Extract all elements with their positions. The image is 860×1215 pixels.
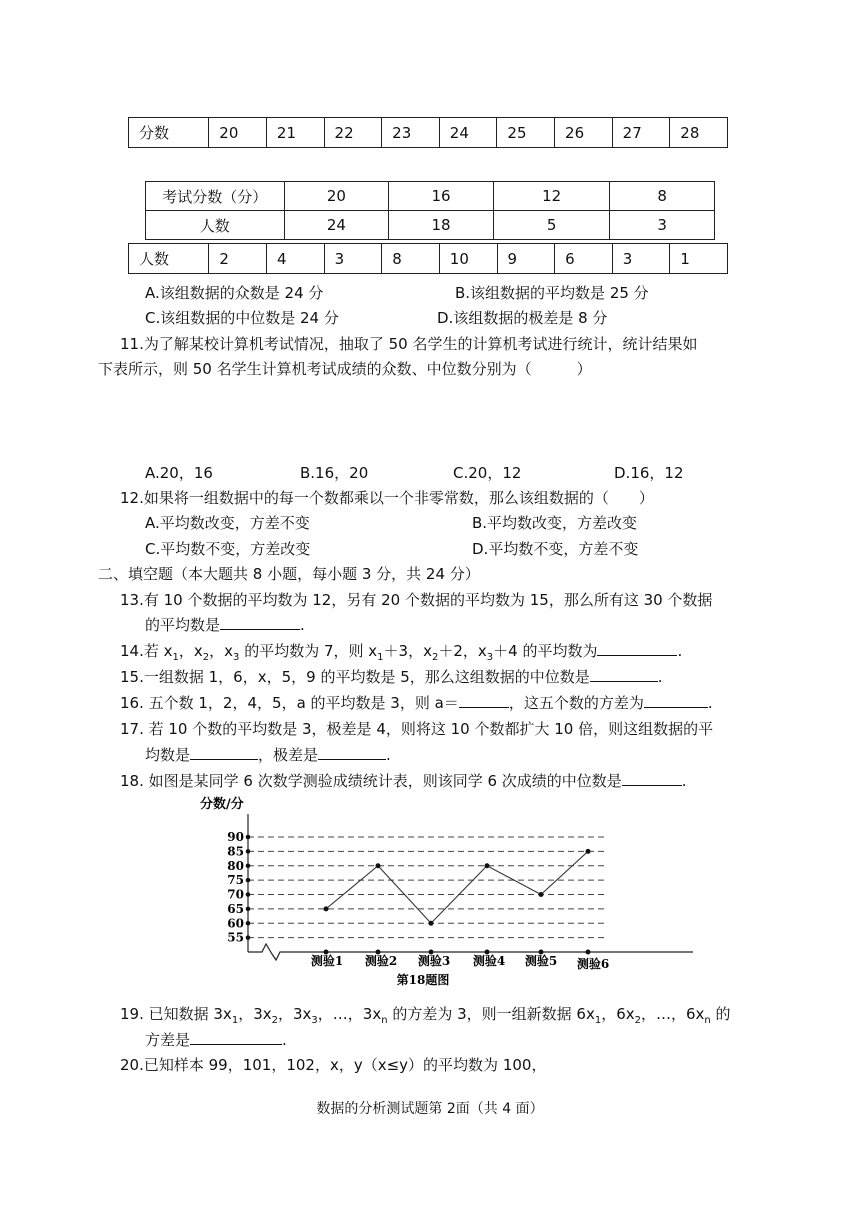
option-b: B.16，20	[300, 464, 369, 482]
question-15: 15.一组数据 1，6，x，5，9 的平均数是 5，那么这组数据的中位数是 .	[120, 668, 663, 686]
option-c: C.平均数不变，方差改变	[145, 540, 311, 558]
chart-grid	[248, 837, 608, 938]
x-tick-label: 测验2	[364, 954, 398, 968]
chart-caption: 第18题图	[396, 973, 450, 987]
y-tick-label: 70	[227, 887, 244, 902]
x-tick-label: 测验3	[417, 954, 451, 968]
question-17-line2: 均数是 ，极差是 .	[145, 746, 391, 764]
y-tick-label: 90	[227, 830, 244, 844]
question-14: 14.若 $x_1$，$x_2$，$x_3$ 的平均数为 7，则 $x_1+3$，$x_2+2$，$x_3+4$ 的平均数为 .	[120, 642, 683, 663]
x-tick-labels	[311, 950, 609, 972]
answer-blank[interactable]	[622, 770, 682, 786]
y-tick-dot	[246, 835, 251, 840]
question-text: 18. 如图是某同学 6 次数学测验成绩统计表，则该同学 6 次成绩的中位数是	[120, 772, 622, 790]
table-cell: 3	[610, 211, 715, 240]
question-text: ，这五个数的方差为	[508, 694, 644, 712]
y-tick-dot	[246, 863, 251, 868]
option-c: C.该组数据的中位数是 24 分	[145, 309, 339, 327]
table-row	[129, 244, 728, 274]
table-cell: 1	[670, 244, 728, 274]
y-tick-label: 55	[227, 930, 244, 945]
option-b: B.该组数据的平均数是 25 分	[455, 284, 649, 302]
x-tick-label: 测验5	[524, 954, 558, 968]
data-point	[586, 849, 591, 854]
y-tick-label: 85	[227, 844, 244, 859]
question-12: 12.如果将一组数据中的每一个数都乘以一个非零常数，那么该组数据的（ ）	[120, 489, 654, 507]
question-text: 方差是	[145, 1031, 191, 1049]
table-cell: 12	[493, 182, 610, 211]
table-cell: 21	[266, 118, 324, 148]
y-tick-dot	[246, 878, 251, 883]
option-d: D.16，12	[614, 464, 684, 482]
table-cell: 4	[267, 244, 325, 274]
table-cell: 27	[612, 118, 670, 148]
question-text: 均数是	[145, 746, 191, 764]
score-table-row1	[128, 117, 728, 148]
answer-blank[interactable]	[459, 692, 509, 708]
table-row	[146, 211, 715, 240]
question-text: 14.若 x	[120, 642, 173, 660]
option-c: C.20，12	[453, 464, 522, 482]
y-tick-dot	[246, 892, 251, 897]
y-tick-label: 60	[227, 916, 244, 931]
question-text: 16. 五个数 1，2，4，5，a 的平均数是 3，则 a＝	[120, 694, 459, 712]
answer-blank[interactable]	[590, 666, 658, 682]
y-tick-dot	[246, 935, 251, 940]
option-b: B.平均数改变，方差改变	[472, 514, 638, 532]
answer-blank[interactable]	[190, 744, 258, 760]
table-cell: 2	[209, 244, 267, 274]
data-point	[539, 892, 544, 897]
y-tick-label: 65	[227, 901, 244, 916]
table-cell: 人数	[129, 244, 209, 274]
question-18: 18. 如图是某同学 6 次数学测验成绩统计表，则该同学 6 次成绩的中位数是 .	[120, 772, 687, 790]
y-tick-dot	[246, 921, 251, 926]
answer-blank[interactable]	[220, 614, 300, 630]
option-a: A.该组数据的众数是 24 分	[145, 284, 324, 302]
question-20: 20.已知样本 99，101，102，x，y（x≤y）的平均数为 100，	[120, 1056, 547, 1074]
table-cell: 6	[555, 244, 613, 274]
page-footer: 数据的分析测试题第 2面（共 4 面）	[316, 1101, 544, 1117]
table-cell: 8	[610, 182, 715, 211]
table-cell: 3	[612, 244, 670, 274]
data-point	[324, 906, 329, 911]
question-text: ，极差是	[258, 746, 319, 764]
x-tick-label: 测验1	[310, 954, 344, 968]
question-19-line1: 19. 已知数据 $3x_1$，$3x_2$，$3x_3$，…，$3x_n$ 的方差为 3，则一组新数据 $6x_1$，$6x_2$，…，$6x_n$ 的	[120, 1005, 731, 1026]
table-cell: 考试分数（分）	[146, 182, 285, 211]
table-cell: 分数	[129, 118, 209, 148]
y-tick-label: 80	[227, 858, 244, 873]
table-cell: 8	[382, 244, 440, 274]
score-table-row2	[128, 243, 728, 274]
table-cell: 20	[284, 182, 389, 211]
question-13-line1: 13.有 10 个数据的平均数为 12，另有 20 个数据的平均数为 15，那么所有这 30 个数据	[120, 591, 713, 609]
table-cell: 10	[439, 244, 497, 274]
table-cell: 18	[389, 211, 494, 240]
table-cell: 25	[497, 118, 555, 148]
question-17-line1: 17. 若 10 个数的平均数是 3，极差是 4，则将这 10 个数都扩大 10 倍，则这组数据的平	[120, 720, 714, 738]
table-cell: 28	[670, 118, 728, 148]
chart-series	[324, 849, 591, 926]
answer-blank[interactable]	[318, 744, 386, 760]
section-heading: 二、填空题（本大题共 8 小题，每小题 3 分，共 24 分）	[98, 565, 480, 583]
table-cell: 24	[284, 211, 389, 240]
question-16: 16. 五个数 1，2，4，5，a 的平均数是 3，则 a＝ ，这五个数的方差为 .	[120, 694, 713, 712]
y-tick-dot	[246, 849, 251, 854]
data-point	[376, 863, 381, 868]
question-11-line1: 11.为了解某校计算机考试情况，抽取了 50 名学生的计算机考试进行统计，统计结果如	[120, 335, 698, 353]
answer-blank[interactable]	[644, 692, 708, 708]
x-tick-dot	[586, 950, 591, 955]
question-19-line2: 方差是 .	[145, 1031, 287, 1049]
series-line	[326, 851, 588, 923]
table-cell: 22	[324, 118, 382, 148]
answer-blank[interactable]	[597, 640, 677, 656]
option-d: D.该组数据的极差是 8 分	[437, 309, 608, 327]
table-cell: 人数	[146, 211, 285, 240]
table-cell: 24	[439, 118, 497, 148]
y-tick-dot	[246, 907, 251, 912]
question-text: 的平均数是	[145, 616, 221, 634]
y-tick-label: 75	[227, 873, 244, 888]
y-axis-label: 分数/分	[200, 797, 244, 812]
x-tick-label: 测验4	[472, 954, 506, 968]
table-cell: 3	[324, 244, 382, 274]
answer-blank[interactable]	[190, 1029, 282, 1045]
table-cell: 20	[209, 118, 267, 148]
table-row	[146, 182, 715, 211]
table-cell: 26	[555, 118, 613, 148]
option-a: A.20，16	[145, 464, 213, 482]
exam-score-table	[145, 181, 715, 240]
table-cell: 5	[493, 211, 610, 240]
option-a: A.平均数改变，方差不变	[145, 514, 310, 532]
table-cell: 9	[497, 244, 555, 274]
data-point	[429, 921, 434, 926]
question-text: 15.一组数据 1，6，x，5，9 的平均数是 5，那么这组数据的中位数是	[120, 668, 590, 686]
line-chart	[198, 792, 708, 992]
x-tick-label: 测验6	[576, 957, 610, 971]
question-text: 的平均数为	[522, 642, 598, 660]
option-d: D.平均数不变，方差不变	[472, 540, 639, 558]
question-11-line2: 下表所示，则 50 名学生计算机考试成绩的众数、中位数分别为（ ）	[98, 360, 592, 378]
table-cell: 23	[382, 118, 440, 148]
table-cell: 16	[389, 182, 494, 211]
question-13-line2: 的平均数是 .	[145, 616, 305, 634]
table-row	[129, 118, 728, 148]
data-point	[485, 863, 490, 868]
